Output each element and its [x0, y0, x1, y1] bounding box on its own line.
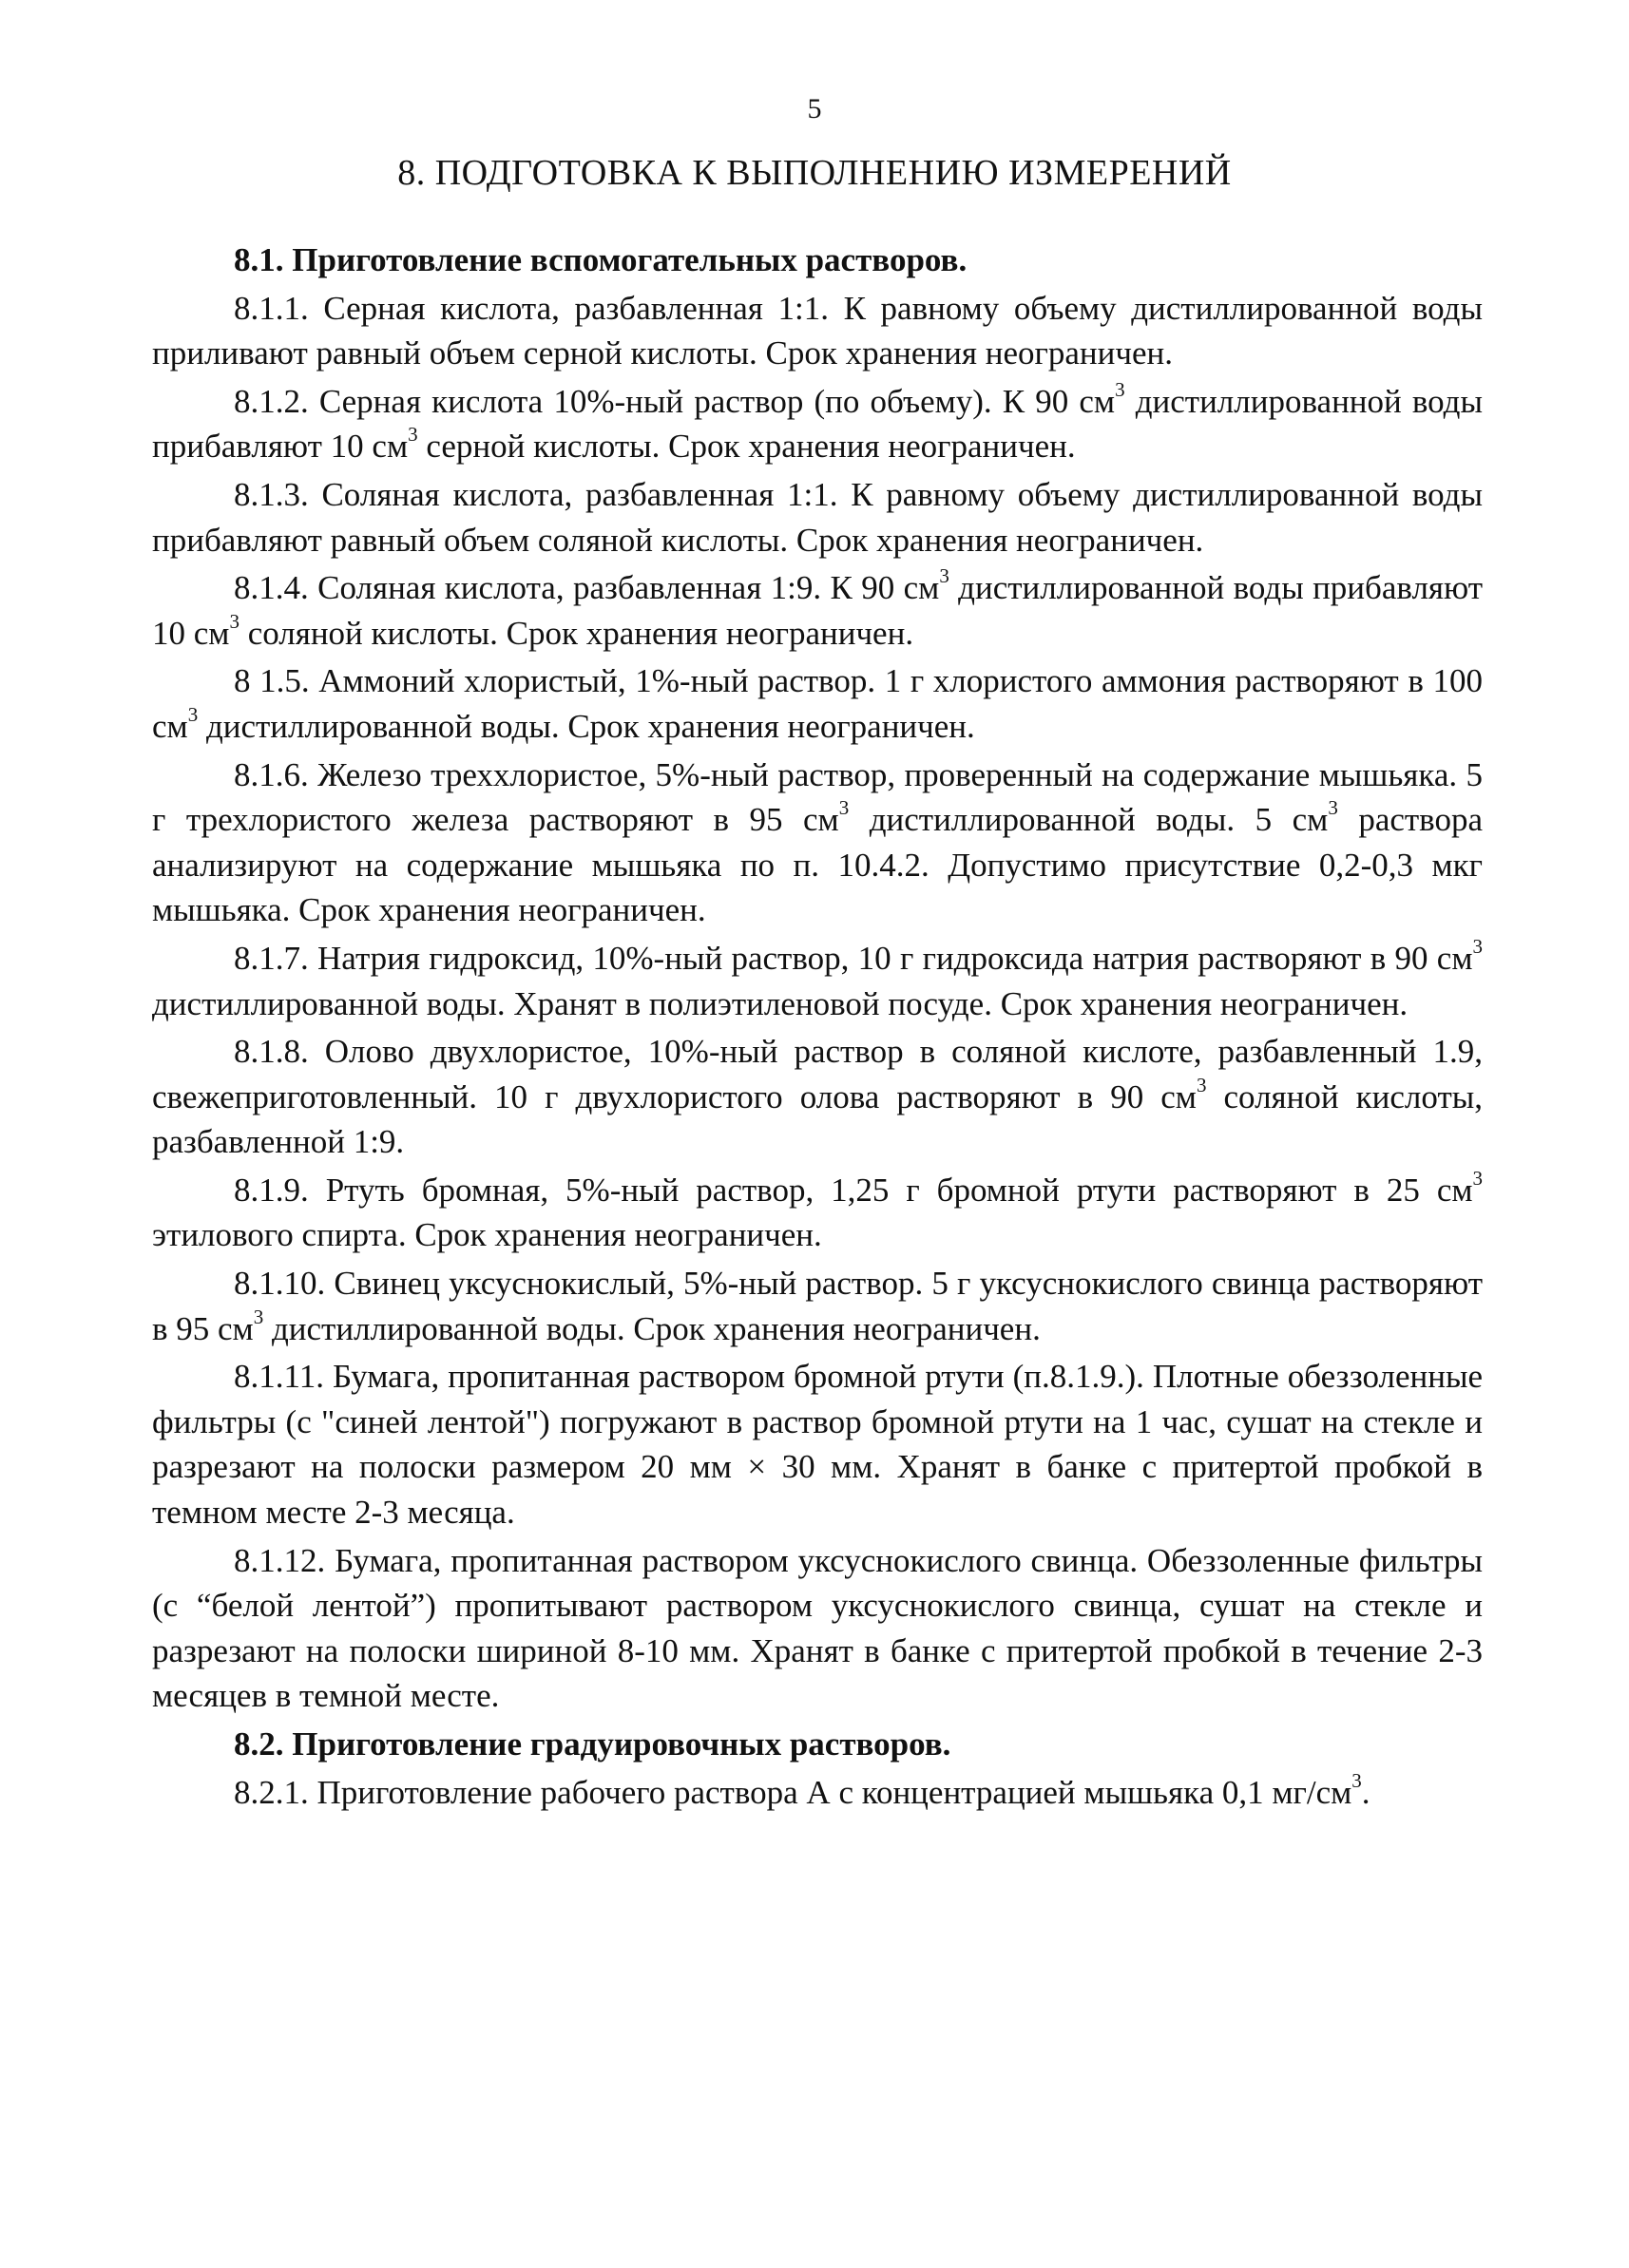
paragraph-8-1-9: 8.1.9. Ртуть бромная, 5%-ный раствор, 1,25 г бромной ртути растворяют в 25 $см^3$ этилового спирта. Срок хранения неограничен.: [152, 1167, 1483, 1254]
paragraph-8-1-4: 8.1.4. Соляная кислота, разбавленная 1:9. К 90 $см^3$ дистиллированной воды прибавляют 10 $см^3$ соляной кислоты. Срок хранения неограничен.: [152, 564, 1483, 652]
paragraph-8-1-2: 8.1.2. Серная кислота 10%-ный раствор (по объему). К 90 $см^3$ дистиллированной воды прибавляют 10 $см^3$ серной кислоты. Срок хранения неограничен.: [152, 377, 1483, 466]
paragraph-8-1-11: 8.1.11. Бумага, пропитанная раствором бромной ртути (п.8.1.9.). Плотные обеззоленные фильтры (с "синей лентой") погружают в раствор бромной ртути на 1 час, сушат на стекле и разрезают на полоски размером 20 мм × 30 мм. Хранят в банке с притертой пробкой в темном месте 2-3 месяца.: [152, 1358, 1483, 1532]
document-body: [152, 238, 1483, 1818]
paragraph-8-1-12: 8.1.12. Бумага, пропитанная раствором уксуснокислого свинца. Обеззоленные фильтры (с “белой лентой”) пропитывают раствором уксуснокислого свинца, сушат на стекле и разрезают на полоски шириной 8-10 мм. Хранят в банке с притертой пробкой в течение 2-3 месяцев в темной месте.: [152, 1541, 1483, 1715]
paragraph-8-1-5: 8 1.5. Аммоний хлористый, 1%-ный раствор. 1 г хлористого аммония растворяют в 100 $см^3$ дистиллированной воды. Срок хранения неограничен.: [152, 662, 1483, 745]
subsection-heading-8-2: 8.2. Приготовление градуировочных растворов.: [234, 1725, 951, 1763]
section-title: 8. ПОДГОТОВКА К ВЫПОЛНЕНИЮ ИЗМЕРЕНИЙ: [397, 153, 1232, 193]
paragraph-8-1-3: 8.1.3. Соляная кислота, разбавленная 1:1. К равному объему дистиллированной воды прибавляют равный объем соляной кислоты. Срок хранения неограничен.: [152, 475, 1483, 559]
paragraph-8-1-6: 8.1.6. Железо треххлористое, 5%-ный раствор, проверенный на содержание мышьяка. 5 г трехлористого железа растворяют в 95 $см^3$ дистиллированной воды. 5 $см^3$ раствора анализируют на содержание мышьяка по п. 10.4.2. Допустимо присутствие 0,2-0,3 мкг мышьяка. Срок хранения неограничен.: [152, 755, 1484, 929]
paragraph-8-1-1: 8.1.1. Серная кислота, разбавленная 1:1. К равному объему дистиллированной воды приливают равный объем серной кислоты. Срок хранения неограничен.: [152, 289, 1483, 372]
paragraph-8-1-10: 8.1.10. Свинец уксуснокислый, 5%-ный раствор. 5 г уксуснокислого свинца растворяют в 95 $см^3$ дистиллированной воды. Срок хранения неограничен.: [152, 1265, 1483, 1347]
subsection-heading-8-1: 8.1. Приготовление вспомогательных растворов.: [234, 241, 968, 278]
paragraph-8-2-1: 8.2.1. Приготовление рабочего раствора А с концентрацией мышьяка 0,1 $мг/см^3$.: [234, 1768, 1370, 1811]
paragraph-8-1-8: 8.1.8. Олово двухлористое, 10%-ный раствор в соляной кислоте, разбавленный 1.9, свежеприготовленный. 10 г двухлористого олова растворяют в 90 $см^3$ соляной кислоты, разбавленной 1:9.: [152, 1033, 1483, 1161]
paragraph-8-1-7: 8.1.7. Натрия гидроксид, 10%-ный раствор, 10 г гидроксида натрия растворяют в 90 $см^3$ дистиллированной воды. Хранят в полиэтиленовой посуде. Срок хранения неограничен.: [152, 935, 1483, 1022]
page-number: 5: [807, 93, 822, 124]
